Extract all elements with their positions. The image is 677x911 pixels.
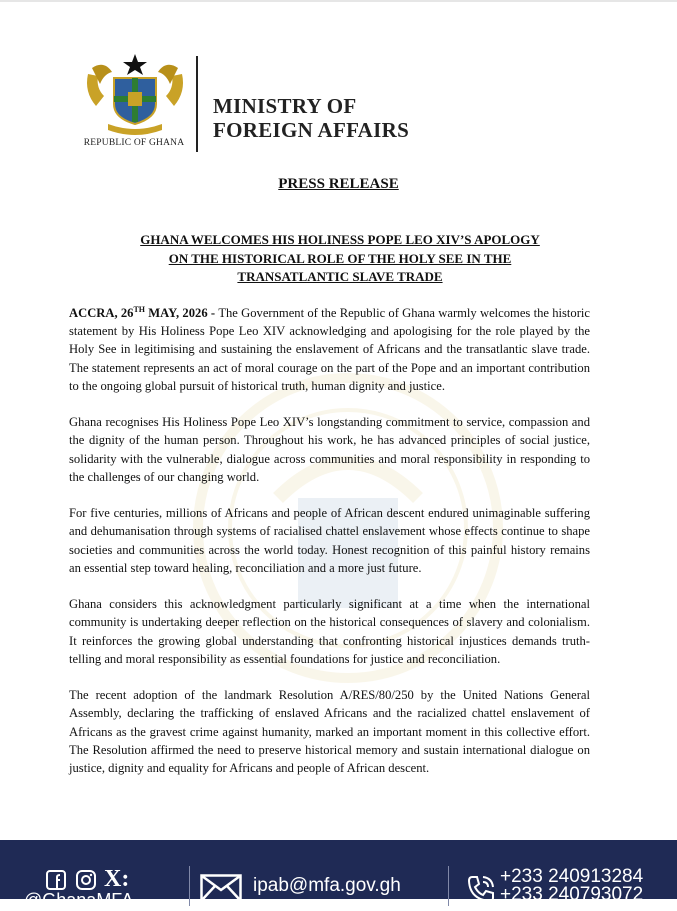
footer-divider [189, 866, 190, 906]
letterhead [78, 52, 438, 154]
dateline-superscript: TH [133, 305, 146, 314]
paragraph: Ghana considers this acknowledgment particularly significant at a time when the international community is undertaking deeper reflection on the historical consequences of slavery and colonialism. It reinforces the growing global understanding that confronting historical injustices demands truth-telling and moral responsibility as essential foundations for justice and reconciliation. [69, 597, 590, 666]
social-handle[interactable]: @GhanaMFA [24, 890, 134, 910]
phone-number-2[interactable]: +233 240793072 [500, 884, 644, 905]
top-border [0, 0, 677, 2]
footer-divider [448, 866, 449, 906]
contact-footer [0, 840, 677, 910]
email-address[interactable]: ipab@mfa.gov.gh [253, 875, 401, 896]
phone-number-1[interactable]: +233 240913284 [500, 866, 644, 887]
paragraph [69, 304, 590, 395]
press-release-label: PRESS RELEASE [278, 176, 399, 192]
paragraph: Ghana recognises His Holiness Pope Leo XIV’s longstanding commitment to service, compassion and the dignity of the human person. Throughout his work, he has advanced principles of social justice, solidarity with the vulnerable, dialogue across communities and moral responsibility in responding to the challenges of our changing world. [69, 415, 590, 484]
headline-line: ON THE HISTORICAL ROLE OF THE HOLY SEE IN THE [168, 250, 512, 266]
country-name: REPUBLIC OF GHANA [83, 138, 185, 148]
headline-line: GHANA WELCOMES HIS HOLINESS POPE LEO XIV’S APOLOGY [140, 232, 540, 247]
paragraph: The recent adoption of the landmark Resolution A/RES/80/250 by the United Nations General Assembly, declaring the trafficking of enslaved Africans and the racialized chattel enslavement of Africans as the gravest crime against humanity, marked an important moment in this collective effort. The Resolution affirmed the need to preserve historical memory and sustain international dialogue on justice, dignity and equality for Africans and people of African descent. [69, 688, 590, 776]
dateline-dash: - [207, 306, 219, 320]
dateline [69, 306, 218, 320]
dateline-place: ACCRA, 26 [69, 306, 134, 320]
paragraph-text: The Government of the Republic of Ghana warmly welcomes the historic statement by His Holiness Pope Leo XIV acknowledging and apologising for the role played by the Holy See in legitimising and sustaining the enslavement of Africans and the transatlantic slave trade. The statement represents an act of moral courage on the part of the Pope and an important contribution to the ongoing global pursuit of historical truth, human dignity and justice. [69, 306, 590, 393]
x-icon[interactable]: X: [104, 866, 130, 892]
phone-icon [466, 874, 496, 904]
paragraph: For five centuries, millions of Africans and people of African descent endured unimaginable suffering and dehumanisation through systems of racialised chattel enslavement whose effects continue to shape societies and communities across the world today. Honest recognition of this painful history remains an essential step toward healing, reconciliation and a more just future. [69, 506, 590, 575]
ministry-line-1: MINISTRY OF [213, 94, 357, 118]
ministry-name [213, 94, 409, 142]
headline [90, 231, 590, 287]
press-release-body [69, 304, 590, 795]
headline-line: TRANSATLANTIC SLAVE TRADE [237, 269, 443, 284]
coat-of-arms-icon [82, 52, 188, 134]
header-divider [196, 56, 198, 152]
dateline-date: MAY, 2026 [145, 306, 208, 320]
ministry-line-2: FOREIGN AFFAIRS [213, 118, 410, 142]
mail-icon [200, 874, 242, 902]
